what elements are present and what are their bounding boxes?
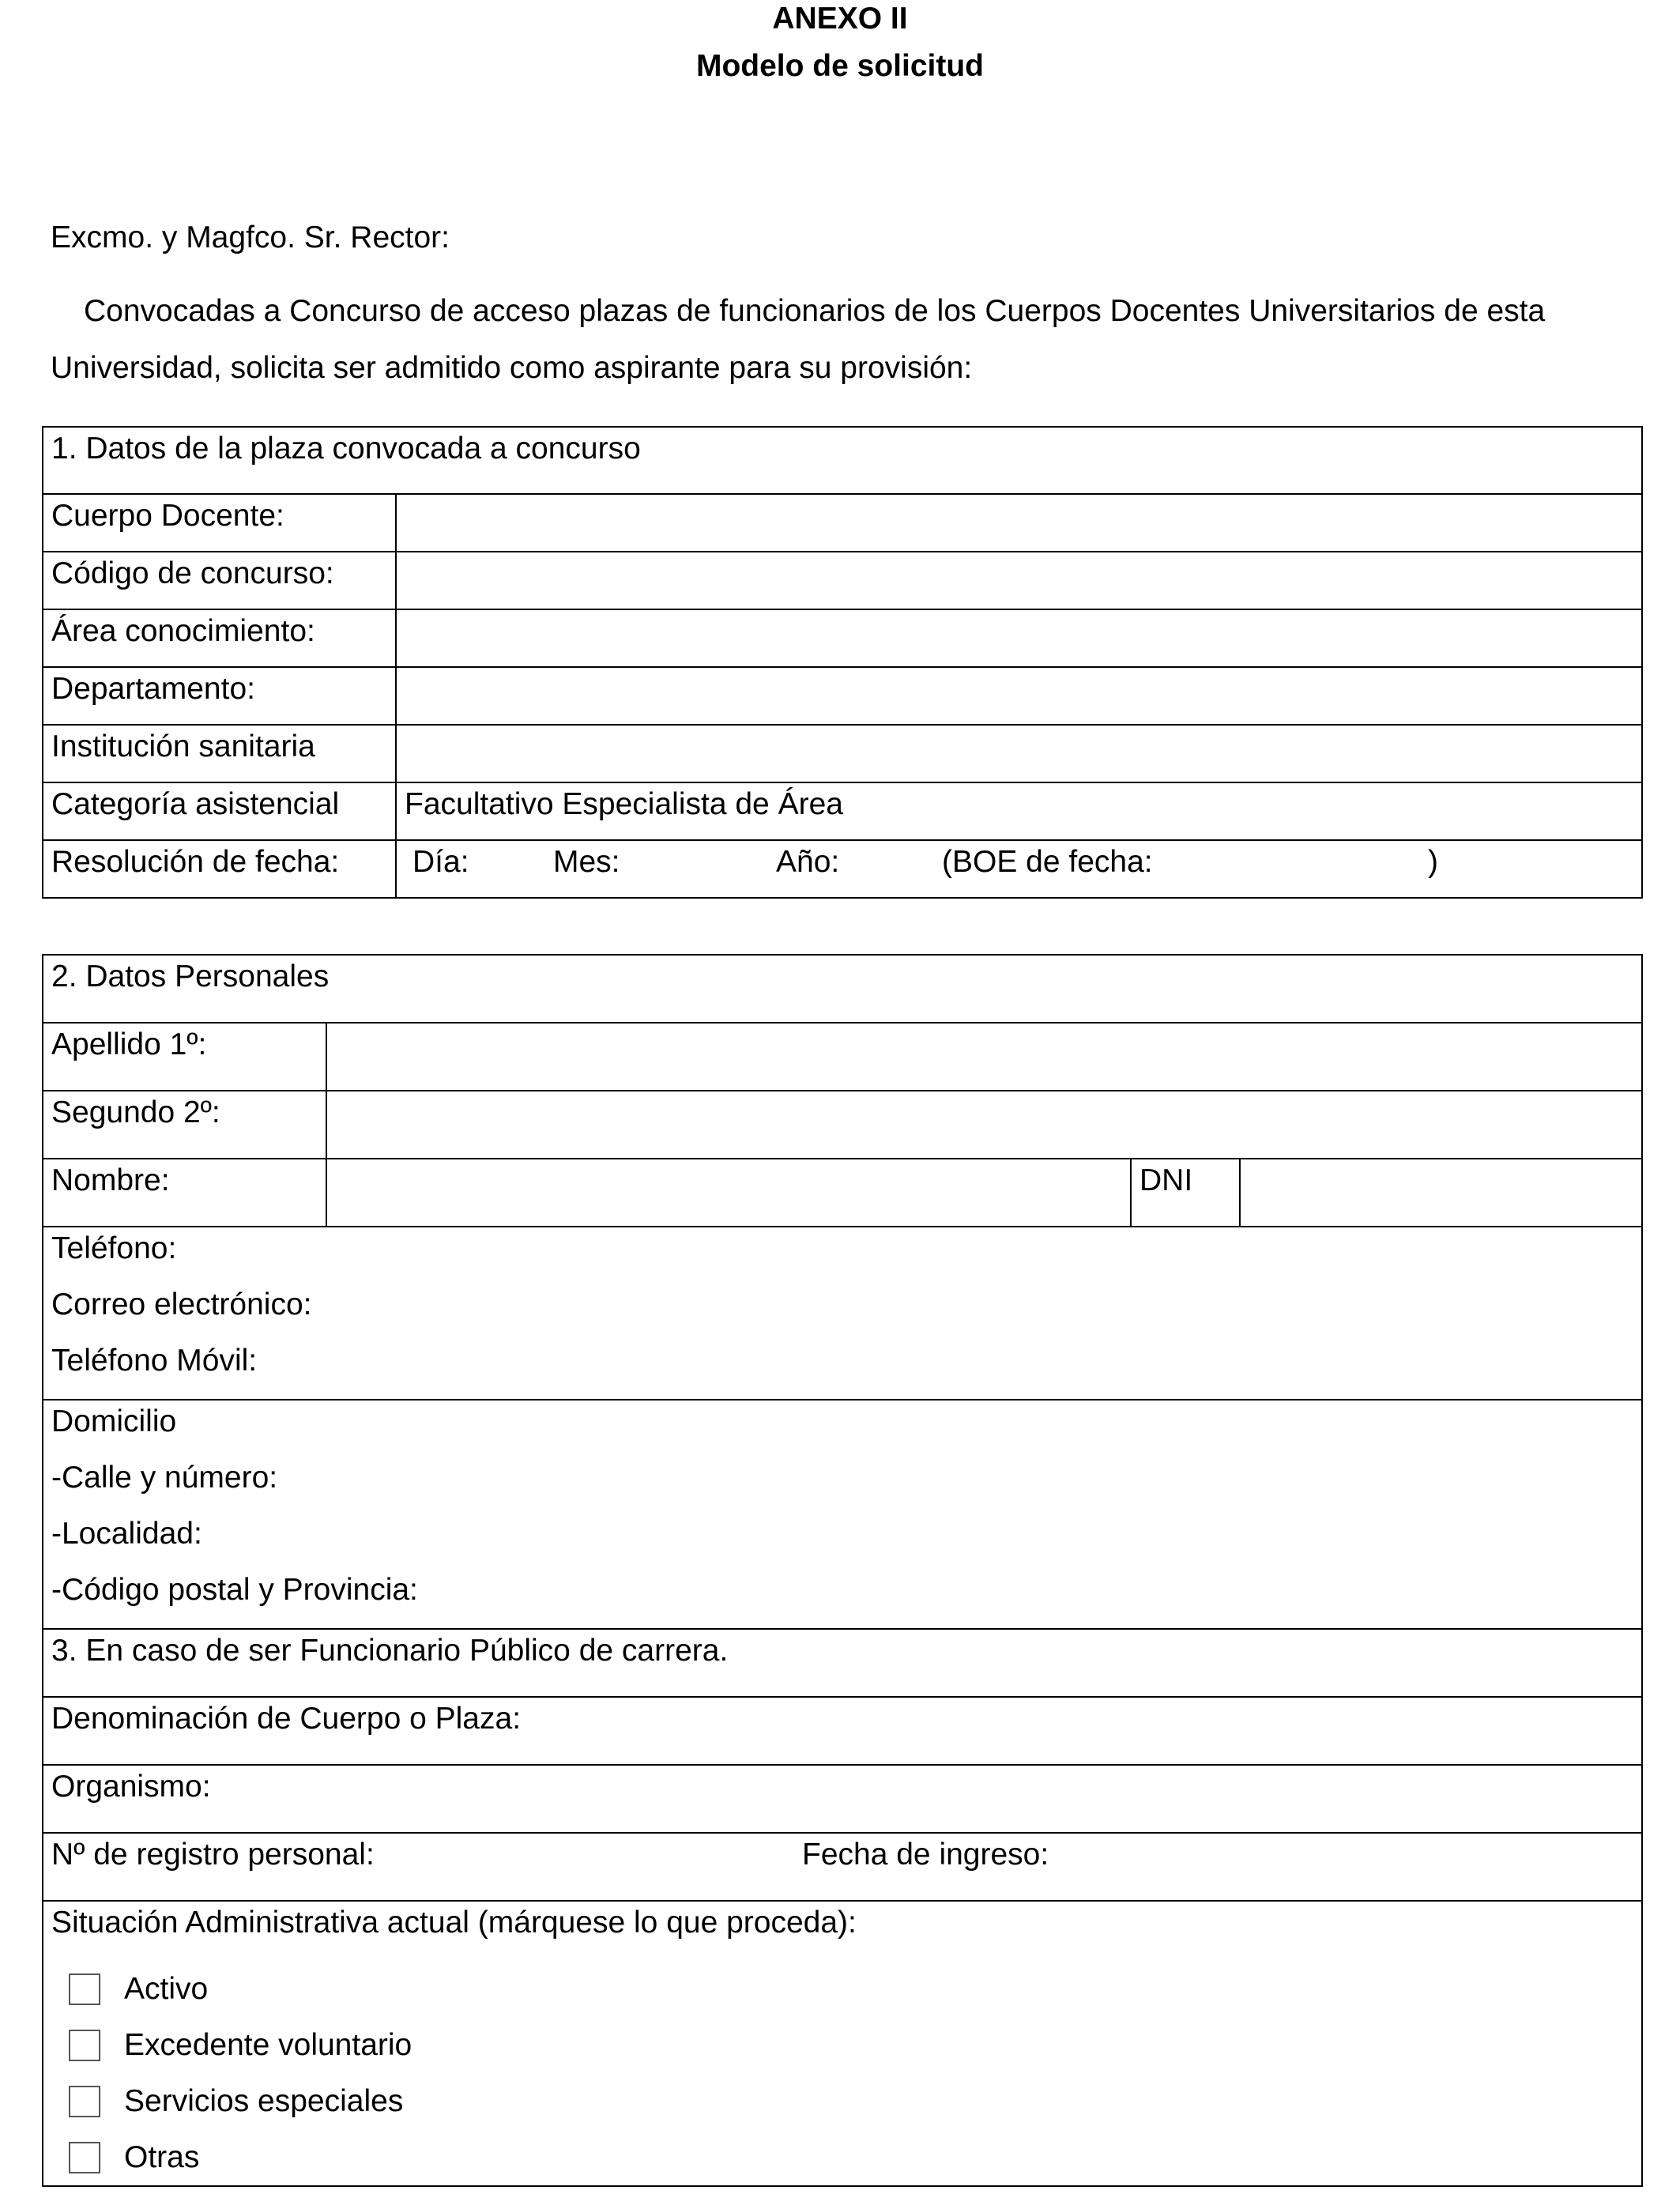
field-label-registro-personal: Nº de registro personal: [51,1838,375,1872]
resolution-day-label: Día: [412,845,469,879]
field-label-cuerpo-docente: Cuerpo Docente: [43,494,396,552]
field-label-fecha-ingreso: Fecha de ingreso: [802,1838,1049,1872]
checkbox-otras[interactable] [69,2142,100,2173]
resolution-boe-close: ) [1428,845,1438,879]
field-label-correo: Correo electrónico: [51,1287,312,1321]
field-label-telefono: Teléfono: [51,1231,177,1265]
section1-title: 1. Datos de la plaza convocada a concurso [43,427,1642,494]
field-label-movil: Teléfono Móvil: [51,1344,258,1378]
field-label-codigo-concurso: Código de concurso: [43,552,396,609]
option-label-excedente-voluntario: Excedente voluntario [124,2028,412,2062]
option-servicios-especiales[interactable] [51,2073,1641,2129]
resolution-year-label: Año: [776,845,840,879]
salutation: Excmo. y Magfco. Sr. Rector: [51,221,450,254]
field-label-apellido-1: Apellido 1º: [43,1023,326,1091]
field-registro-fecha[interactable] [43,1833,1642,1901]
field-label-nombre: Nombre: [43,1159,326,1227]
field-input-area-conocimiento[interactable] [396,609,1642,667]
field-input-codigo-concurso[interactable] [396,552,1642,609]
intro-line-1: Convocadas a Concurso de acceso plazas de funcionarios de los Cuerpos Docentes Universitarios de esta [84,294,1546,328]
field-input-departamento[interactable] [396,667,1642,725]
section3-title: 3. En caso de ser Funcionario Público de carrera. [43,1629,1642,1697]
resolution-month-label: Mes: [553,845,620,879]
field-label-area-conocimiento: Área conocimiento: [43,609,396,667]
field-value-categoria-asistencial: Facultativo Especialista de Área [396,782,1642,840]
option-otras[interactable] [51,2129,1641,2185]
field-label-localidad: -Localidad: [51,1517,202,1551]
checkbox-activo[interactable] [69,1973,100,2005]
address-title: Domicilio [51,1404,177,1438]
document-title: Modelo de solicitud [695,49,984,83]
field-organismo[interactable]: Organismo: [43,1765,1642,1833]
resolution-boe-label: (BOE de fecha: [942,845,1153,879]
section2-table [42,954,1643,2187]
option-excedente-voluntario[interactable] [51,2017,1641,2073]
address-block[interactable] [43,1400,1642,1629]
field-label-departamento: Departamento: [43,667,396,725]
situation-block [43,1901,1642,2186]
field-label-dni: DNI [1131,1159,1240,1227]
field-label-resolucion-fecha: Resolución de fecha: [43,840,396,898]
intro-line-2: Universidad, solicita ser admitido como aspirante para su provisión: [51,351,973,385]
field-input-apellido-1[interactable] [326,1023,1642,1091]
field-input-dni[interactable] [1240,1159,1642,1227]
situation-title: Situación Administrativa actual (márquese lo que proceda): [51,1906,857,1940]
field-label-calle: -Calle y número: [51,1461,278,1495]
option-activo[interactable] [51,1961,1641,2017]
field-denominacion-cuerpo[interactable]: Denominación de Cuerpo o Plaza: [43,1697,1642,1765]
field-label-categoria-asistencial: Categoría asistencial [43,782,396,840]
section1-table [42,426,1643,899]
section2-title: 2. Datos Personales [43,955,1642,1023]
field-input-institucion-sanitaria[interactable] [396,725,1642,782]
annex-heading: ANEXO II [772,2,908,36]
field-input-nombre[interactable] [326,1159,1131,1227]
option-label-otras: Otras [124,2140,200,2174]
contact-block[interactable] [43,1227,1642,1400]
field-label-institucion-sanitaria: Institución sanitaria [43,725,396,782]
field-label-codigo-postal: -Código postal y Provincia: [51,1573,418,1607]
option-label-activo: Activo [124,1972,209,2006]
field-label-segundo-apellido: Segundo 2º: [43,1091,326,1159]
field-resolucion-fecha[interactable] [396,840,1642,898]
field-input-segundo-apellido[interactable] [326,1091,1642,1159]
option-label-servicios-especiales: Servicios especiales [124,2084,404,2118]
checkbox-excedente-voluntario[interactable] [69,2030,100,2061]
checkbox-servicios-especiales[interactable] [69,2086,100,2117]
field-input-cuerpo-docente[interactable] [396,494,1642,552]
